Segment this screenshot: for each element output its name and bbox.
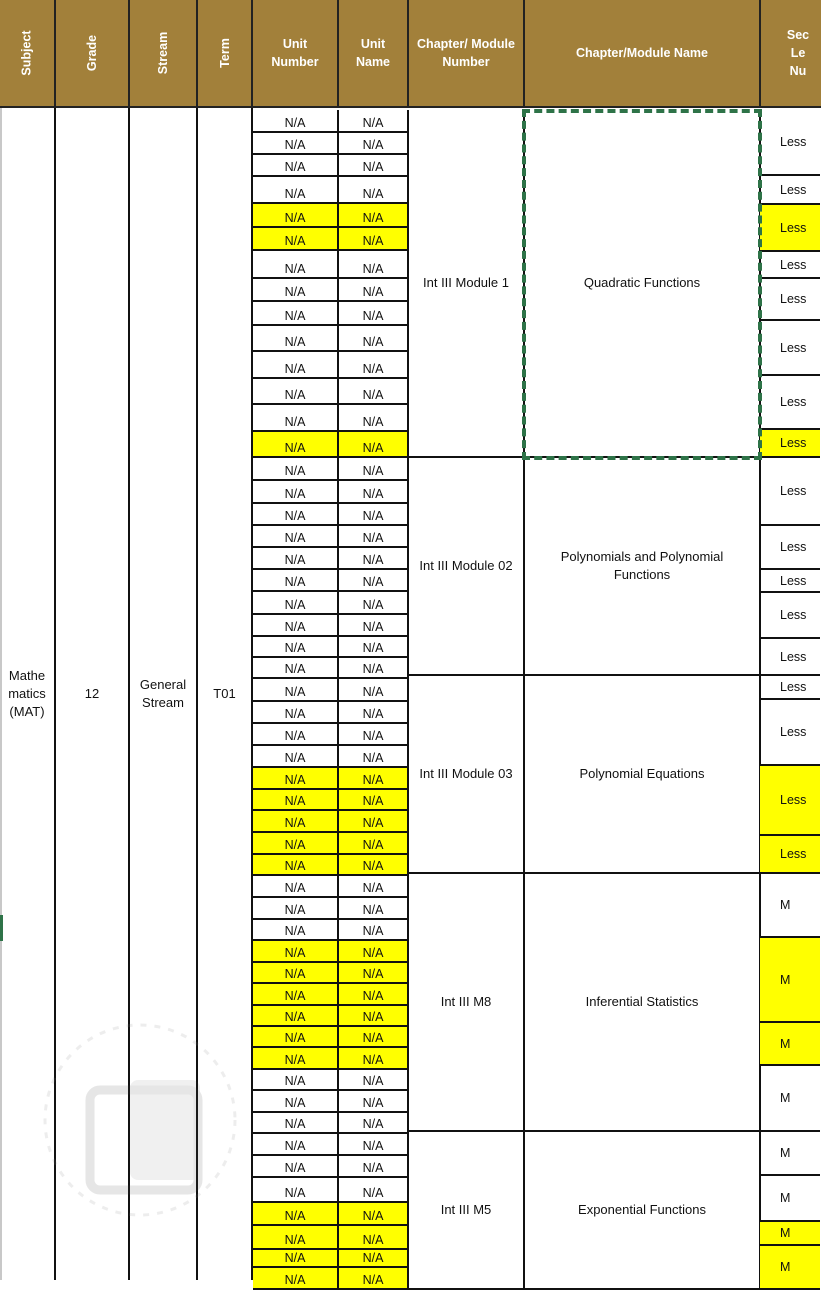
na-unit-number: N/A [253,481,339,504]
na-unit-number: N/A [253,1226,339,1250]
na-unit-number: N/A [253,811,339,833]
lesson-cell: Less [760,526,820,570]
na-unit-number: N/A [253,941,339,963]
na-unit-name: N/A [339,133,409,155]
na-unit-name: N/A [339,458,409,481]
lesson-cell: Less [760,570,820,593]
na-unit-name: N/A [339,702,409,724]
na-unit-number: N/A [253,724,339,746]
na-unit-name: N/A [339,790,409,811]
na-unit-name: N/A [339,204,409,228]
na-unit-name: N/A [339,1113,409,1134]
header-section-label: Sec Le Nu [786,28,810,78]
na-unit-number: N/A [253,1006,339,1027]
module-number-cell: Int III M8 [409,874,525,1132]
na-unit-number: N/A [253,615,339,637]
na-unit-number: N/A [253,251,339,279]
header-unit-name [339,0,409,108]
na-unit-name: N/A [339,724,409,746]
na-unit-name: N/A [339,1091,409,1113]
na-unit-number: N/A [253,504,339,526]
lesson-cell: M [760,938,820,1023]
na-unit-name: N/A [339,941,409,963]
na-unit-name: N/A [339,379,409,405]
lesson-cell: Less [760,321,820,376]
header-unit-number-label: Unit Number [271,37,319,69]
na-unit-number: N/A [253,1113,339,1134]
subject-value: Mathe matics (MAT) [8,668,46,719]
na-unit-name: N/A [339,228,409,251]
na-unit-name: N/A [339,1134,409,1156]
header-subject [0,0,56,108]
na-unit-name: N/A [339,110,409,133]
lesson-cell: Less [760,376,820,430]
na-unit-number: N/A [253,898,339,920]
na-unit-name: N/A [339,405,409,432]
na-unit-number: N/A [253,920,339,941]
module-name-cell [525,1132,761,1290]
na-unit-name: N/A [339,526,409,548]
module-number-cell: Int III Module 1 [409,109,525,458]
na-unit-number: N/A [253,405,339,432]
na-unit-number: N/A [253,876,339,898]
lesson-cell: Less [760,279,820,321]
na-unit-number: N/A [253,833,339,855]
na-unit-number: N/A [253,155,339,177]
module-name-cell [525,109,761,458]
na-unit-name: N/A [339,963,409,984]
header-grade [56,0,130,108]
na-unit-name: N/A [339,637,409,658]
header-section [761,0,821,108]
lesson-cell: Less [760,458,820,526]
na-unit-number: N/A [253,855,339,876]
module-name-text: Polynomial Equations [579,766,705,781]
na-unit-name: N/A [339,1048,409,1070]
grade-value: 12 [84,686,100,701]
na-unit-number: N/A [253,432,339,458]
na-unit-number: N/A [253,702,339,724]
na-unit-number: N/A [253,302,339,326]
lesson-cell: Less [760,836,820,874]
na-unit-name: N/A [339,679,409,702]
module-name-text: Polynomials and Polynomial Functions [560,549,724,582]
na-unit-number: N/A [253,592,339,615]
na-unit-name: N/A [339,615,409,637]
na-unit-number: N/A [253,1048,339,1070]
na-unit-name: N/A [339,1178,409,1203]
lesson-cell: M [760,1132,820,1176]
module-number-cell: Int III Module 03 [409,676,525,874]
na-unit-number: N/A [253,1134,339,1156]
na-unit-name: N/A [339,768,409,790]
grade-cell [56,108,130,1280]
na-unit-name: N/A [339,1027,409,1048]
na-unit-number: N/A [253,963,339,984]
header-stream-label: Stream [155,31,170,75]
lesson-cell: Less [760,766,820,836]
na-unit-number: N/A [253,637,339,658]
na-unit-name: N/A [339,1006,409,1027]
na-unit-name: N/A [339,920,409,941]
na-unit-name: N/A [339,1203,409,1226]
na-unit-number: N/A [253,1250,339,1268]
lesson-cell: Less [760,676,820,700]
na-unit-number: N/A [253,279,339,302]
lesson-cell: Less [760,593,820,639]
term-cell [198,108,253,1280]
stream-cell [130,108,198,1280]
header-subject-label: Subject [20,30,34,76]
na-unit-name: N/A [339,984,409,1006]
lesson-cell: M [760,1246,820,1290]
na-unit-number: N/A [253,133,339,155]
lesson-cell: Less [760,639,820,676]
na-unit-number: N/A [253,746,339,768]
na-unit-name: N/A [339,352,409,379]
na-unit-name: N/A [339,155,409,177]
na-unit-name: N/A [339,326,409,352]
module-name-cell [525,676,761,874]
na-unit-name: N/A [339,833,409,855]
na-unit-number: N/A [253,1268,339,1290]
na-unit-number: N/A [253,790,339,811]
header-unit-name-label: Unit Name [355,37,391,69]
na-unit-name: N/A [339,1226,409,1250]
na-unit-number: N/A [253,1203,339,1226]
stream-value: General Stream [139,677,187,710]
na-unit-name: N/A [339,504,409,526]
subject-cell [0,108,56,1280]
lesson-cell: Less [760,252,820,279]
lesson-cell: M [760,1023,820,1066]
na-unit-name: N/A [339,898,409,920]
na-unit-name: N/A [339,855,409,876]
header-chapter-number [409,0,525,108]
na-unit-number: N/A [253,679,339,702]
na-unit-name: N/A [339,1156,409,1178]
na-unit-number: N/A [253,1027,339,1048]
na-unit-number: N/A [253,204,339,228]
na-unit-name: N/A [339,570,409,592]
lesson-cell: Less [760,700,820,766]
header-term-label: Term [217,38,232,68]
module-name-cell [525,874,761,1132]
na-unit-number: N/A [253,379,339,405]
na-unit-name: N/A [339,481,409,504]
lesson-cell: M [760,1222,820,1246]
header-chapter-name [525,0,761,108]
module-name-text: Exponential Functions [578,1202,706,1217]
lesson-cell: M [760,1066,820,1132]
module-name-text: Inferential Statistics [585,994,699,1009]
na-unit-number: N/A [253,228,339,251]
header-chapter-name-label: Chapter/Module Name [576,46,708,60]
na-unit-number: N/A [253,658,339,679]
na-unit-name: N/A [339,279,409,302]
na-unit-number: N/A [253,768,339,790]
na-unit-number: N/A [253,1178,339,1203]
lesson-cell: Less [760,205,820,252]
na-unit-name: N/A [339,302,409,326]
na-unit-number: N/A [253,110,339,133]
module-number-cell: Int III M5 [409,1132,525,1290]
na-unit-name: N/A [339,658,409,679]
na-unit-name: N/A [339,432,409,458]
na-unit-name: N/A [339,1250,409,1268]
lesson-cell: Less [760,176,820,205]
na-unit-number: N/A [253,458,339,481]
na-unit-number: N/A [253,526,339,548]
lesson-cell: Less [760,109,820,176]
lesson-cell: M [760,874,820,938]
header-unit-number [253,0,339,108]
module-name-cell [525,458,761,676]
na-unit-name: N/A [339,746,409,768]
header-chapter-number-label: Chapter/ Module Number [417,37,515,69]
na-unit-number: N/A [253,1091,339,1113]
term-value: T01 [213,686,236,701]
na-unit-number: N/A [253,326,339,352]
na-unit-name: N/A [339,251,409,279]
lesson-cell: M [760,1176,820,1222]
na-unit-number: N/A [253,984,339,1006]
na-unit-number: N/A [253,548,339,570]
na-unit-number: N/A [253,352,339,379]
na-unit-number: N/A [253,1156,339,1178]
na-unit-name: N/A [339,548,409,570]
na-unit-name: N/A [339,592,409,615]
na-unit-number: N/A [253,1070,339,1091]
header-grade-label: Grade [84,34,99,72]
lesson-cell: Less [760,430,820,458]
na-unit-name: N/A [339,177,409,204]
module-number-cell: Int III Module 02 [409,458,525,676]
module-name-text: Quadratic Functions [583,274,701,290]
na-unit-name: N/A [339,1070,409,1091]
header-term [198,0,253,108]
na-unit-number: N/A [253,570,339,592]
side-marker [0,915,3,941]
na-unit-number: N/A [253,177,339,204]
header-stream [130,0,198,108]
na-unit-name: N/A [339,811,409,833]
na-unit-name: N/A [339,1268,409,1290]
na-unit-name: N/A [339,876,409,898]
